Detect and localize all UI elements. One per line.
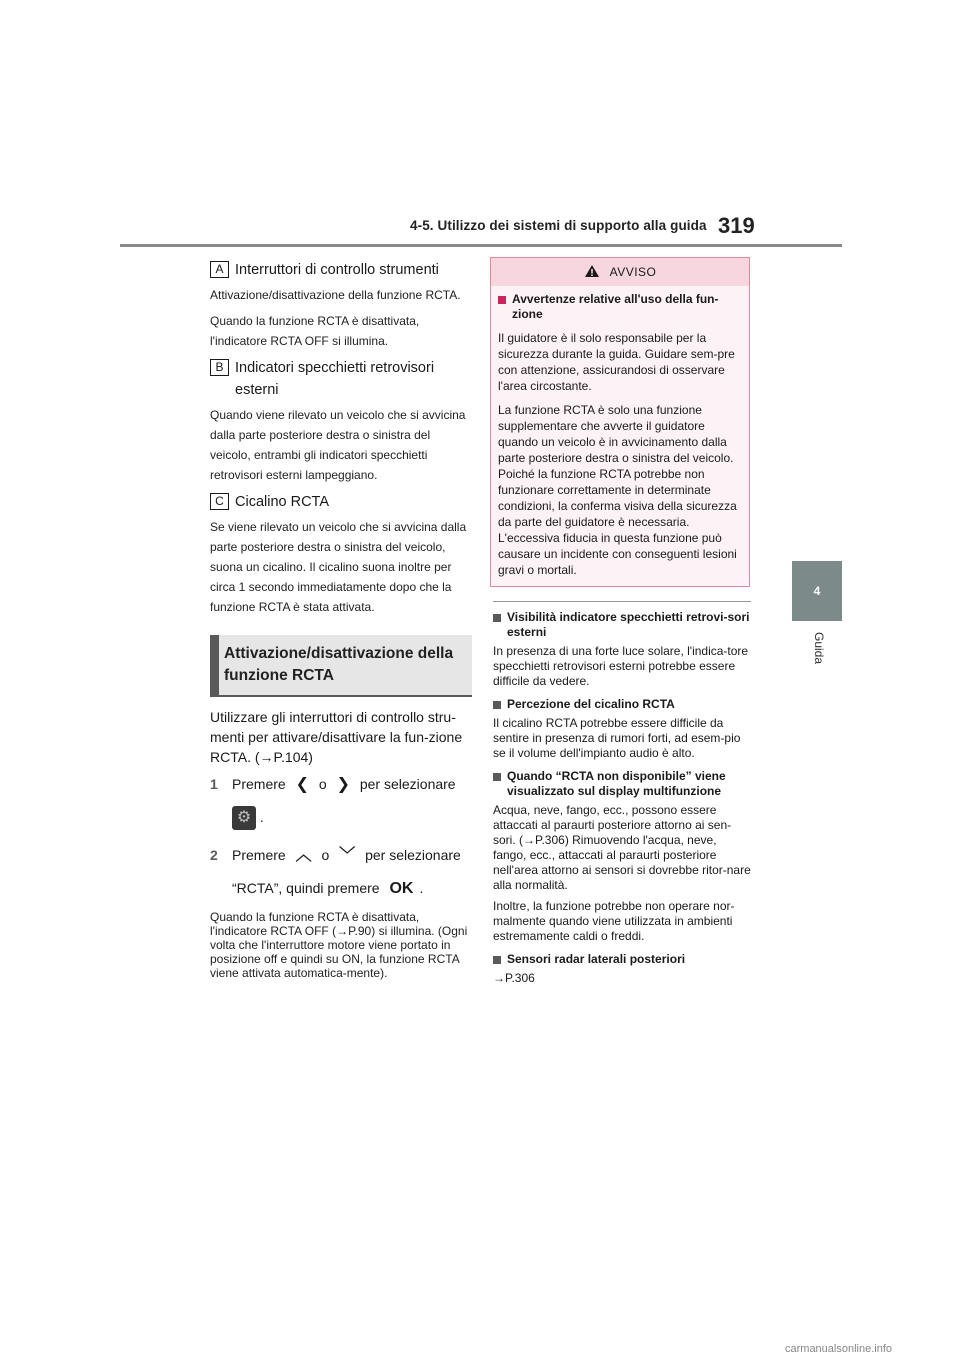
step-1-post: per selezionare	[359, 776, 456, 792]
section-heading-rule	[210, 695, 472, 697]
info-heading-2-text: Percezione del cicalino RCTA	[507, 697, 675, 711]
step-1-number: 1	[210, 776, 218, 792]
bullet-square-icon	[493, 956, 501, 964]
info-text-3a: Acqua, neve, fango, ecc., possono essere attaccati al paraurti posteriore attorno ai sen-sori. (→P.306) Rimuovendo l'acqua, neve, fango, ecc., attaccati al paraurti posteriore nell'area attorno ai sensori si dovrebbe ritor-nare alla normalità.	[493, 803, 751, 892]
step-1-mid: o	[318, 776, 327, 792]
step-1-end: .	[259, 809, 264, 825]
section-heading: Attivazione/disattivazione della funzione RCTA	[210, 635, 472, 695]
section-note: Quando la funzione RCTA è disattivata, l'indicatore RCTA OFF (→P.90) si illumina. (Ogni volta che l'interruttore motore viene portato in posizione off e quindi su ON, la funzione RCTA viene attivata automatica-mente).	[210, 910, 468, 981]
letter-b-badge: B	[210, 359, 229, 376]
bullet-square-icon	[493, 773, 501, 781]
info-heading-3-text: Quando “RCTA non disponibile” viene visualizzato sul display multifunzione	[507, 769, 726, 798]
ok-button-symbol: OK	[389, 880, 414, 898]
info-heading-3	[493, 769, 751, 799]
info-heading-2	[493, 697, 751, 712]
info-heading-4	[493, 952, 751, 967]
step-2-post: per selezionare	[365, 847, 461, 864]
info-text-1: In presenza di una forte luce solare, l'indica-tore specchietti retrovisori esterni potrebbe essere difficile da vedere.	[493, 644, 749, 688]
chapter-tab: 4	[792, 561, 842, 621]
step-2-pre: Premere	[232, 847, 286, 864]
bullet-square-icon	[493, 614, 501, 622]
page-number: 319	[718, 213, 755, 238]
item-a-text-2: Quando la funzione RCTA è disattivata, l'indicatore RCTA OFF si illumina.	[210, 314, 420, 348]
info-heading-1-text: Visibilità indicatore specchietti retrovi-sori esterni	[507, 610, 750, 639]
item-c-text-1: Se viene rilevato un veicolo che si avvicina dalla parte posteriore destra o sinistra del veicolo, suona un cicalino. Il cicalino suona inoltre per circa 1 secondo immediatamente dopo che la funzione RCTA è stata attivata.	[210, 520, 467, 614]
bullet-square-icon	[493, 701, 501, 709]
step-1	[210, 773, 472, 830]
left-column	[210, 255, 472, 980]
warning-heading	[498, 292, 742, 322]
item-a	[210, 259, 472, 351]
header-rule	[120, 244, 842, 247]
step-2-end: .	[419, 880, 424, 897]
warning-heading-text: Avvertenze relative all'uso della fun-zione	[512, 292, 719, 321]
section-title: 4-5. Utilizzo dei sistemi di supporto alla guida	[410, 218, 707, 233]
item-c	[210, 491, 472, 617]
info-text-4: →P.306	[493, 971, 535, 985]
chevron-down-icon: ﹀	[339, 847, 356, 865]
warning-triangle-icon	[584, 264, 600, 281]
item-a-text-1: Attivazione/disattivazione della funzione RCTA.	[210, 288, 461, 302]
step-2-mid: o	[321, 847, 330, 864]
right-column	[493, 601, 751, 986]
warning-text-1: Il guidatore è il solo responsabile per la sicurezza durante la guida. Guidare sem-pre con attenzione, assicurandosi di osservare l'area circostante.	[498, 331, 735, 393]
gear-icon: ⚙	[232, 806, 256, 830]
warning-bullet-icon	[498, 296, 506, 304]
warning-label: AVVISO	[609, 265, 657, 279]
item-b	[210, 357, 472, 485]
section-intro: Utilizzare gli interruttori di controllo stru-menti per attivare/disattivare la fun-zione RCTA. (→P.104)	[210, 709, 463, 765]
step-2-number: 2	[210, 847, 218, 864]
letter-c-badge: C	[210, 493, 229, 510]
chevron-up-icon: ︿	[295, 847, 312, 865]
footer-watermark: carmanualsonline.info	[785, 1343, 893, 1355]
step-1-pre: Premere	[232, 776, 286, 792]
warning-box	[490, 257, 750, 587]
chevron-right-icon: ❯	[336, 776, 350, 793]
item-b-text-1: Quando viene rilevato un veicolo che si avvicina dalla parte posteriore destra o sinistra del veicolo, entrambi gli indicatori specchietti retrovisori esterni lampeggiano.	[210, 408, 466, 482]
chevron-left-icon: ❮	[295, 776, 309, 793]
letter-a-badge: A	[210, 261, 229, 278]
info-rule	[493, 601, 751, 602]
info-heading-4-text: Sensori radar laterali posteriori	[507, 952, 686, 966]
warning-header	[491, 258, 749, 286]
step-2-line2: “RCTA”, quindi premere	[232, 880, 380, 897]
item-a-title: Interruttori di controllo strumenti	[235, 262, 439, 278]
chapter-label: Guida	[812, 632, 826, 665]
item-c-title: Cicalino RCTA	[235, 494, 330, 510]
info-text-3b: Inoltre, la funzione potrebbe non operare nor-malmente quando viene utilizzata in ambienti estremamente caldi o freddi.	[493, 899, 735, 943]
info-heading-1	[493, 610, 751, 640]
step-2	[210, 844, 472, 900]
info-text-2: Il cicalino RCTA potrebbe essere difficile da sentire in presenza di rumori forti, ad esem-pio se il volume dell'impianto audio è alto.	[493, 716, 741, 760]
warning-text-2: La funzione RCTA è solo una funzione supplementare che avverte il guidatore quando un veicolo è in avvicinamento dalla parte posteriore destra o sinistra del veicolo. Poiché la funzione RCTA potrebbe non funzionare correttamente in determinate condizioni, la conferma visiva della sicurezza da parte del guidatore è necessaria. L'eccessiva fiducia in questa funzione può causare un incidente con conseguenti lesioni gravi o mortali.	[498, 403, 737, 577]
item-b-title: Indicatori specchietti retrovisori esterni	[235, 360, 435, 398]
